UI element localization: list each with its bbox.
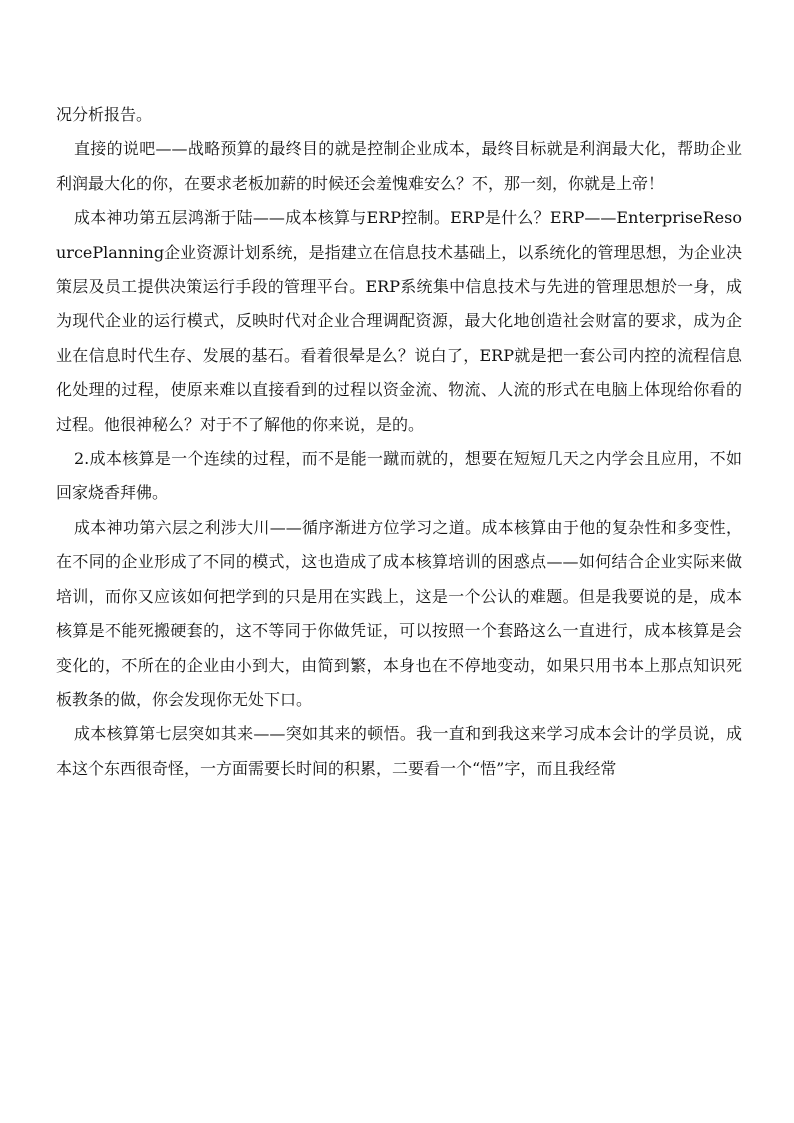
paragraph-point-two: 2.成本核算是一个连续的过程，而不是能一蹴而就的，想要在短短几天之内学会且应用，不如回家烧香拜佛。 [56, 449, 742, 503]
paragraph-continuation: 况分析报告。 [56, 105, 153, 124]
paragraph-level-six: 成本神功第六层之利涉大川——循序渐进方位学习之道。成本核算由于他的复杂性和多变性，在不同的企业形成了不同的模式，这也造成了成本核算培训的困惑点——如何结合企业实际来做培训，而你又应该如何把学到的只是用在实践上，这是一个公认的难题。但是我要说的是，成本核算是不能死搬硬套的，这不等同于你做凭证，可以按照一个套路这么一直进行，成本核算是会变化的，不所在的企业由小到大，由简到繁，本身也在不停地变动，如果只用书本上那点知识死板教条的做，你会发现你无处下口。 [56, 517, 742, 709]
paragraph-level-seven: 成本核算第七层突如其来——突如其来的顿悟。我一直和到我这来学习成本会计的学员说，成本这个东西很奇怪，一方面需要长时间的积累，二要看一个“悟”字，而且我经常 [56, 724, 742, 778]
document-body [56, 98, 742, 786]
paragraph-level-five-erp: 成本神功第五层鸿渐于陆——成本核算与ERP控制。ERP是什么？ERP——EnterpriseResourcePlanning企业资源计划系统，是指建立在信息技术基础上，以系统化的管理思想，为企业决策层及员工提供决策运行手段的管理平台。ERP系统集中信息技术与先进的管理思想於一身，成为现代企业的运行模式，反映时代对企业合理调配资源，最大化地创造社会财富的要求，成为企业在信息时代生存、发展的基石。看着很晕是么？说白了，ERP就是把一套公司内控的流程信息化处理的过程，使原来难以直接看到的过程以资金流、物流、人流的形式在电脑上体现给你看的过程。他很神秘么？对于不了解他的你来说，是的。 [56, 208, 742, 434]
paragraph-strategic-budget: 直接的说吧——战略预算的最终目的就是控制企业成本，最终目标就是利润最大化，帮助企业利润最大化的你，在要求老板加薪的时候还会羞愧难安么？不，那一刻，你就是上帝！ [56, 139, 742, 193]
